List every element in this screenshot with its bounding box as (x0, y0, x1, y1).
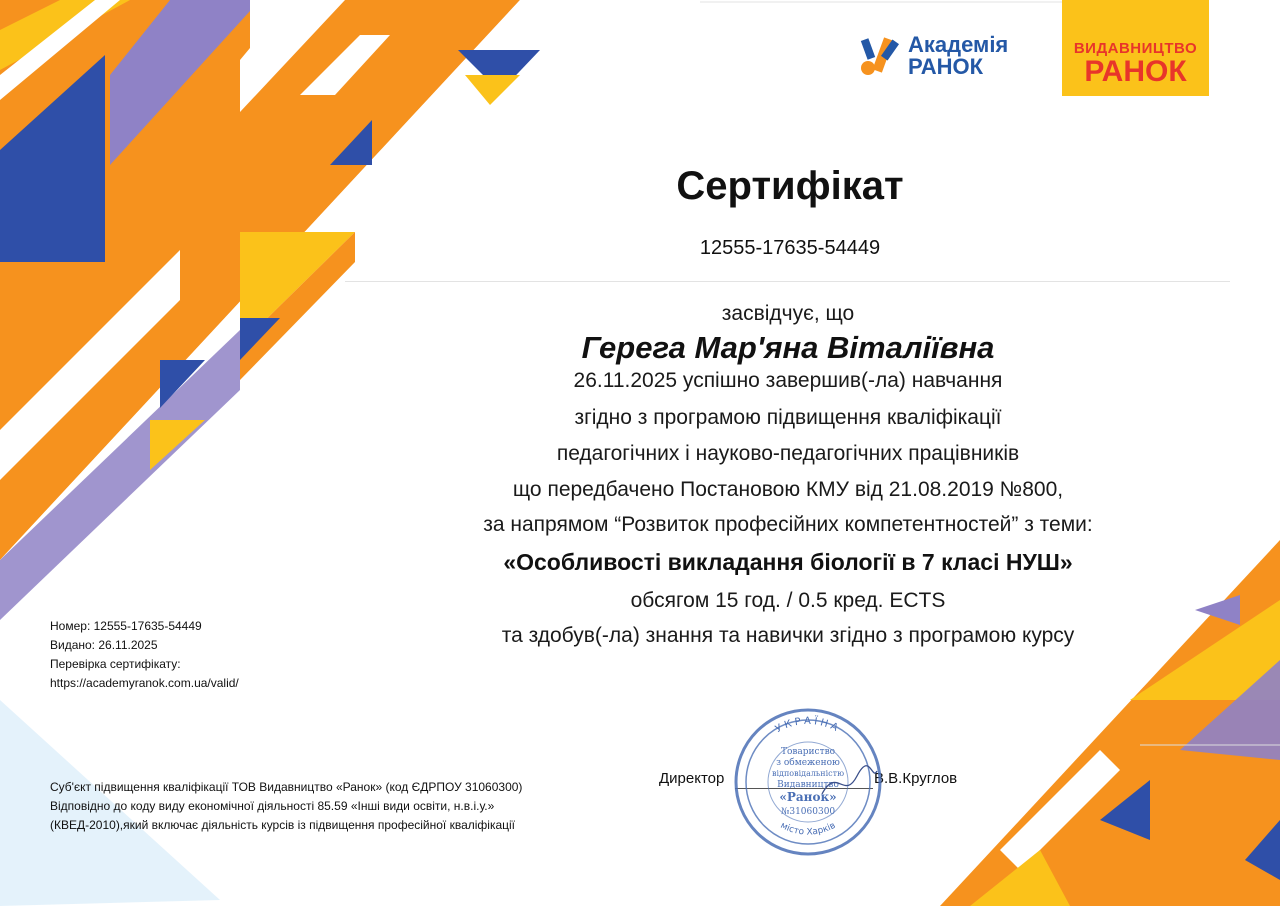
academy-logo-line1: Академія (908, 32, 1009, 57)
course-volume: обсягом 15 год. / 0.5 кред. ECTS (630, 589, 946, 612)
legal-line-3: (КВЕД-2010),який включає діяльність курсів із підвищення професійної кваліфікації (50, 818, 516, 832)
course-topic: «Особливості викладання біології в 7 класі НУШ» (503, 549, 1073, 575)
academy-ranok-logo (858, 30, 1038, 82)
completion-line: 26.11.2025 успішно завершив(-ла) навчання (573, 369, 1003, 392)
official-stamp (732, 706, 884, 858)
stamp-line-5: «Ранок» (779, 790, 837, 804)
program-line: згідно з програмою підвищення кваліфікації (574, 406, 1002, 429)
resolution-line: що передбачено Постановою КМУ від 21.08.2019 №800, (512, 478, 1064, 501)
stamp-line-3: відповідальністю (771, 769, 845, 778)
publisher-logo-line1: ВИДАВНИЦТВО (1073, 40, 1198, 57)
publisher-ranok-logo (1062, 0, 1209, 96)
info-number: Номер: 12555-17635-54449 (50, 619, 202, 633)
closing-line: та здобув(-ла) знання та навички згідно з програмою курсу (501, 624, 1075, 647)
legal-text (50, 778, 610, 835)
direction-line: за напрямом “Розвиток професійних компетентностей” з теми: (483, 513, 1093, 536)
legal-line-1: Суб'єкт підвищення кваліфікації ТОВ Видавництво «Ранок» (код ЄДРПОУ 31060300) (50, 780, 523, 794)
stamp-line-2: з обмеженою (776, 758, 840, 768)
recipient-name: Герега Мар'яна Віталіївна (581, 330, 995, 365)
legal-line-2: Відповідно до коду виду економічної діяльності 85.59 «Інші види освіти, н.в.і.у.» (50, 799, 495, 813)
director-name: В.В.Круглов (874, 770, 958, 787)
stamp-line-4: Видавництво (777, 780, 839, 790)
stamp-top-text: УКРАЇНА (773, 715, 843, 736)
stamp-line-6: №31060300 (780, 807, 836, 817)
certificate-title: Сертифікат (676, 164, 904, 208)
academy-logo-icon (858, 34, 902, 78)
stamp-bottom-text: місто Харків (778, 820, 838, 838)
academy-logo-line2: РАНОК (908, 54, 984, 79)
staff-line: педагогічних і науково-педагогічних працівників (556, 442, 1020, 465)
publisher-logo-line2: РАНОК (1084, 55, 1187, 88)
certificate-number: 12555-17635-54449 (699, 237, 881, 259)
director-label: Директор (659, 770, 725, 787)
svg-text:місто Харків (779, 821, 838, 838)
certifies-text: засвідчує, що (721, 302, 855, 325)
info-issued: Видано: 26.11.2025 (50, 638, 158, 652)
divider (345, 281, 1230, 282)
info-verify-url[interactable]: https://academyranok.com.ua/valid/ (50, 676, 239, 690)
stamp-line-1: Товариство (780, 747, 836, 757)
certificate-info (50, 617, 350, 693)
info-verify-label: Перевірка сертифікату: (50, 657, 181, 671)
